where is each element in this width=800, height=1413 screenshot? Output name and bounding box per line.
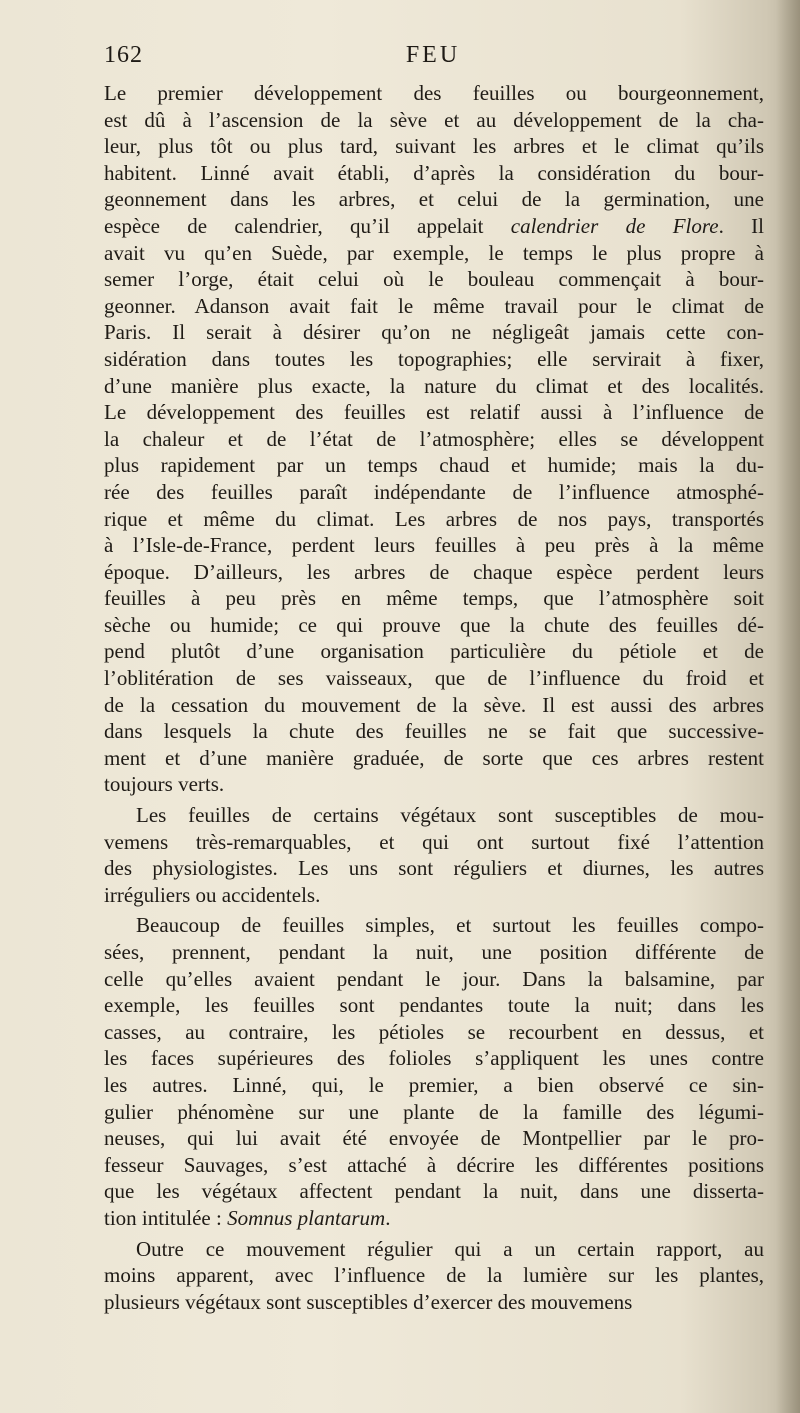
text-line: sèche ou humide; ce qui prouve que la chute des feuilles dé- bbox=[104, 612, 764, 637]
text-line: gulier phénomène sur une plante de la famille des légumi- bbox=[104, 1099, 764, 1124]
text-line: de la cessation du mouvement de la sève. Il est aussi des arbres bbox=[104, 692, 764, 717]
text-line: l’oblitération de ses vaisseaux, que de l’influence du froid et bbox=[104, 666, 764, 691]
text-line: espèce de calendrier, qu’il appelait calendrier de Flore. Il bbox=[104, 213, 764, 238]
paragraph bbox=[104, 802, 764, 908]
text-line: pend plutôt d’une organisation particulière du pétiole et de bbox=[104, 639, 764, 664]
text-line: à l’Isle-de-France, perdent leurs feuilles à peu près à la même bbox=[104, 533, 764, 558]
text-line: la chaleur et de l’état de l’atmosphère; elles se développent bbox=[104, 426, 764, 451]
page-gutter-shadow bbox=[776, 0, 800, 1413]
text-line: sidération dans toutes les topographies; elle servirait à fixer, bbox=[104, 346, 764, 371]
text-line: exemple, les feuilles sont pendantes toute la nuit; dans les bbox=[104, 993, 764, 1018]
text-line: avait vu qu’en Suède, par exemple, le temps le plus propre à bbox=[104, 240, 764, 265]
text-line: époque. D’ailleurs, les arbres de chaque espèce perdent leurs bbox=[104, 559, 764, 584]
running-head: FEU bbox=[405, 42, 461, 68]
text-line: des physiologistes. Les uns sont réguliers et diurnes, les autres bbox=[104, 856, 764, 881]
paragraph bbox=[104, 912, 764, 1231]
text-line: leur, plus tôt ou plus tard, suivant les arbres et le climat qu’ils bbox=[104, 134, 764, 159]
page-number: 162 bbox=[104, 42, 143, 68]
text-line: celle qu’elles avaient pendant le jour. Dans la balsamine, par bbox=[104, 966, 764, 991]
text-line: vemens très-remarquables, et qui ont surtout fixé l’attention bbox=[104, 829, 764, 854]
text-line: tion intitulée : Somnus plantarum. bbox=[104, 1205, 391, 1230]
text-line: geonner. Adanson avait fait le même travail pour le climat de bbox=[104, 293, 764, 318]
text-line: Paris. Il serait à désirer qu’on ne négligeât jamais cette con- bbox=[104, 320, 764, 345]
text-line: ment et d’une manière graduée, de sorte que ces arbres restent bbox=[104, 745, 764, 770]
text-line: geonnement dans les arbres, et celui de la germination, une bbox=[104, 187, 764, 212]
text-line: est dû à l’ascension de la sève et au développement de la cha- bbox=[104, 107, 764, 132]
text-line: neuses, qui lui avait été envoyée de Montpellier par le pro- bbox=[104, 1126, 764, 1151]
text-line: rée des feuilles paraît indépendante de l’influence atmosphé- bbox=[104, 479, 764, 504]
text-line: dans lesquels la chute des feuilles ne se fait que successive- bbox=[104, 719, 764, 744]
text-line: semer l’orge, était celui où le bouleau commençait à bour- bbox=[104, 267, 764, 292]
text-line: Le premier développement des feuilles ou bourgeonnement, bbox=[104, 81, 764, 105]
text-line: Outre ce mouvement régulier qui a un certain rapport, au bbox=[136, 1236, 764, 1261]
text-line: moins apparent, avec l’influence de la lumière sur les plantes, bbox=[104, 1263, 764, 1288]
text-line: sées, prennent, pendant la nuit, une position différente de bbox=[104, 940, 764, 964]
text-line: rique et même du climat. Les arbres de nos pays, transportés bbox=[104, 506, 764, 531]
text-line: Les feuilles de certains végétaux sont susceptibles de mou- bbox=[136, 803, 764, 828]
text-line: habitent. Linné avait établi, d’après la considération du bour- bbox=[104, 160, 764, 185]
text-line: Beaucoup de feuilles simples, et surtout les feuilles compo- bbox=[136, 913, 764, 938]
text-line: d’une manière plus exacte, la nature du climat et des localités. bbox=[104, 373, 764, 398]
page-header bbox=[104, 42, 762, 78]
text-line: irréguliers ou accidentels. bbox=[104, 882, 321, 907]
text-line: toujours verts. bbox=[104, 772, 225, 797]
text-line: plusieurs végétaux sont susceptibles d’exercer des mouvemens bbox=[104, 1289, 633, 1314]
text-line: que les végétaux affectent pendant la nuit, dans une disserta- bbox=[104, 1179, 764, 1204]
text-line: casses, au contraire, les pétioles se recourbent en dessus, et bbox=[104, 1019, 764, 1044]
paragraph bbox=[104, 1236, 764, 1316]
text-line: Le développement des feuilles est relatif aussi à l’influence de bbox=[104, 400, 764, 425]
text-line: les faces supérieures des folioles s’appliquent les unes contre bbox=[104, 1046, 764, 1071]
text-line: fesseur Sauvages, s’est attaché à décrire les différentes positions bbox=[104, 1152, 764, 1177]
text-line: les autres. Linné, qui, le premier, a bien observé ce sin- bbox=[104, 1072, 764, 1097]
text-line: feuilles à peu près en même temps, que l’atmosphère soit bbox=[104, 586, 764, 611]
body-text bbox=[104, 80, 764, 1319]
text-line: plus rapidement par un temps chaud et humide; mais la du- bbox=[104, 453, 764, 478]
paragraph bbox=[104, 80, 764, 798]
